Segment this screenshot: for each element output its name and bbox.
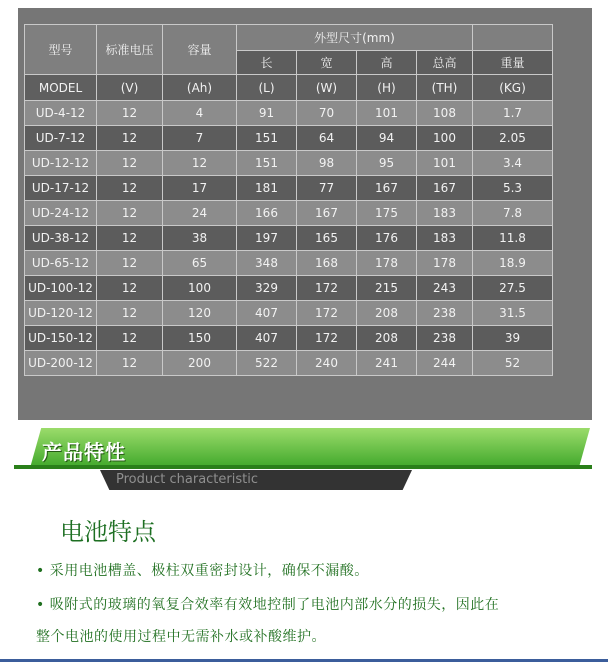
table-cell: 3.4 [473,151,553,176]
table-cell: UD-150-12 [25,326,97,351]
table-cell: 407 [237,326,297,351]
table-row [25,226,553,251]
table-cell: 200 [163,351,237,376]
table-cell: 150 [163,326,237,351]
header-total-height: 总高 [417,51,473,75]
table-cell: 176 [357,226,417,251]
table-cell: 329 [237,276,297,301]
table-cell: 64 [297,126,357,151]
header-row-units [25,75,553,101]
table-cell: 522 [237,351,297,376]
table-cell: 168 [297,251,357,276]
header-weight-blank [473,25,553,51]
table-cell: 12 [97,226,163,251]
table-cell: 151 [237,151,297,176]
header-unit-kg: (KG) [473,75,553,101]
header-unit-l: (L) [237,75,297,101]
table-cell: 167 [297,201,357,226]
table-cell: 95 [357,151,417,176]
table-cell: 12 [97,251,163,276]
table-cell: 183 [417,201,473,226]
table-cell: UD-38-12 [25,226,97,251]
table-row [25,176,553,201]
table-row [25,151,553,176]
table-cell: UD-7-12 [25,126,97,151]
table-cell: 208 [357,301,417,326]
table-cell: 7 [163,126,237,151]
table-cell: UD-17-12 [25,176,97,201]
table-row [25,126,553,151]
table-cell: 24 [163,201,237,226]
table-row [25,251,553,276]
table-cell: 12 [97,301,163,326]
feature-line-3: 整个电池的使用过程中无需补水或补酸维护。 [36,629,326,645]
table-cell: 70 [297,101,357,126]
spec-table [24,24,553,376]
spec-table-body [25,101,553,376]
table-cell: 167 [357,176,417,201]
table-cell: 172 [297,301,357,326]
table-cell: 241 [357,351,417,376]
table-cell: 243 [417,276,473,301]
table-cell: 166 [237,201,297,226]
table-cell: 101 [357,101,417,126]
table-cell: 12 [97,151,163,176]
table-cell: 12 [97,276,163,301]
table-cell: 98 [297,151,357,176]
table-cell: UD-4-12 [25,101,97,126]
header-height: 高 [357,51,417,75]
table-cell: 4 [163,101,237,126]
table-cell: 77 [297,176,357,201]
table-cell: 18.9 [473,251,553,276]
table-cell: 91 [237,101,297,126]
table-cell: 181 [237,176,297,201]
header-dimensions-cn: 外型尺寸(mm) [237,25,473,51]
table-cell: 178 [357,251,417,276]
table-cell: 27.5 [473,276,553,301]
table-cell: 108 [417,101,473,126]
table-row [25,326,553,351]
table-cell: 11.8 [473,226,553,251]
table-cell: 1.7 [473,101,553,126]
table-cell: 172 [297,276,357,301]
header-weight: 重量 [473,51,553,75]
table-cell: 17 [163,176,237,201]
table-row [25,276,553,301]
table-cell: 7.8 [473,201,553,226]
table-cell: 167 [417,176,473,201]
table-row [25,101,553,126]
feature-line-1: • 采用电池槽盖、极柱双重密封设计，确保不漏酸。 [36,563,369,579]
table-cell: UD-24-12 [25,201,97,226]
table-cell: 208 [357,326,417,351]
table-cell: 175 [357,201,417,226]
table-cell: 38 [163,226,237,251]
table-cell: 100 [417,126,473,151]
table-cell: 165 [297,226,357,251]
header-unit-th: (TH) [417,75,473,101]
header-model: MODEL [25,75,97,101]
table-cell: 5.3 [473,176,553,201]
table-cell: 12 [97,176,163,201]
table-cell: 12 [97,351,163,376]
table-cell: 12 [163,151,237,176]
table-cell: 65 [163,251,237,276]
table-cell: UD-120-12 [25,301,97,326]
table-cell: 238 [417,326,473,351]
table-cell: 94 [357,126,417,151]
table-cell: UD-12-12 [25,151,97,176]
table-cell: 172 [297,326,357,351]
header-unit-v: (V) [97,75,163,101]
table-cell: 240 [297,351,357,376]
header-unit-ah: (Ah) [163,75,237,101]
header-model-cn: 型号 [25,25,97,75]
header-row-cn [25,25,553,51]
table-cell: UD-200-12 [25,351,97,376]
table-cell: 52 [473,351,553,376]
header-width: 宽 [297,51,357,75]
table-cell: 12 [97,126,163,151]
table-row [25,301,553,326]
table-cell: 12 [97,201,163,226]
table-cell: 2.05 [473,126,553,151]
table-cell: UD-65-12 [25,251,97,276]
table-cell: 31.5 [473,301,553,326]
table-cell: 101 [417,151,473,176]
table-cell: UD-100-12 [25,276,97,301]
table-cell: 238 [417,301,473,326]
feature-line-2: • 吸附式的玻璃的氧复合效率有效地控制了电池内部水分的损失，因此在 [36,597,500,613]
table-row [25,201,553,226]
header-capacity-cn: 容量 [163,25,237,75]
banner-title: 产品特性 [42,440,126,464]
header-voltage-cn: 标准电压 [97,25,163,75]
table-cell: 178 [417,251,473,276]
bottom-divider [0,659,608,662]
header-unit-w: (W) [297,75,357,101]
table-cell: 197 [237,226,297,251]
table-cell: 348 [237,251,297,276]
table-row [25,351,553,376]
banner-underline [14,465,592,469]
table-cell: 12 [97,101,163,126]
features-title: 电池特点 [60,518,156,546]
table-cell: 12 [97,326,163,351]
table-cell: 100 [163,276,237,301]
header-length: 长 [237,51,297,75]
table-cell: 215 [357,276,417,301]
table-cell: 151 [237,126,297,151]
header-unit-h: (H) [357,75,417,101]
table-cell: 244 [417,351,473,376]
banner-subtitle: Product characteristic [116,472,258,487]
table-cell: 120 [163,301,237,326]
table-cell: 39 [473,326,553,351]
table-cell: 407 [237,301,297,326]
table-cell: 183 [417,226,473,251]
